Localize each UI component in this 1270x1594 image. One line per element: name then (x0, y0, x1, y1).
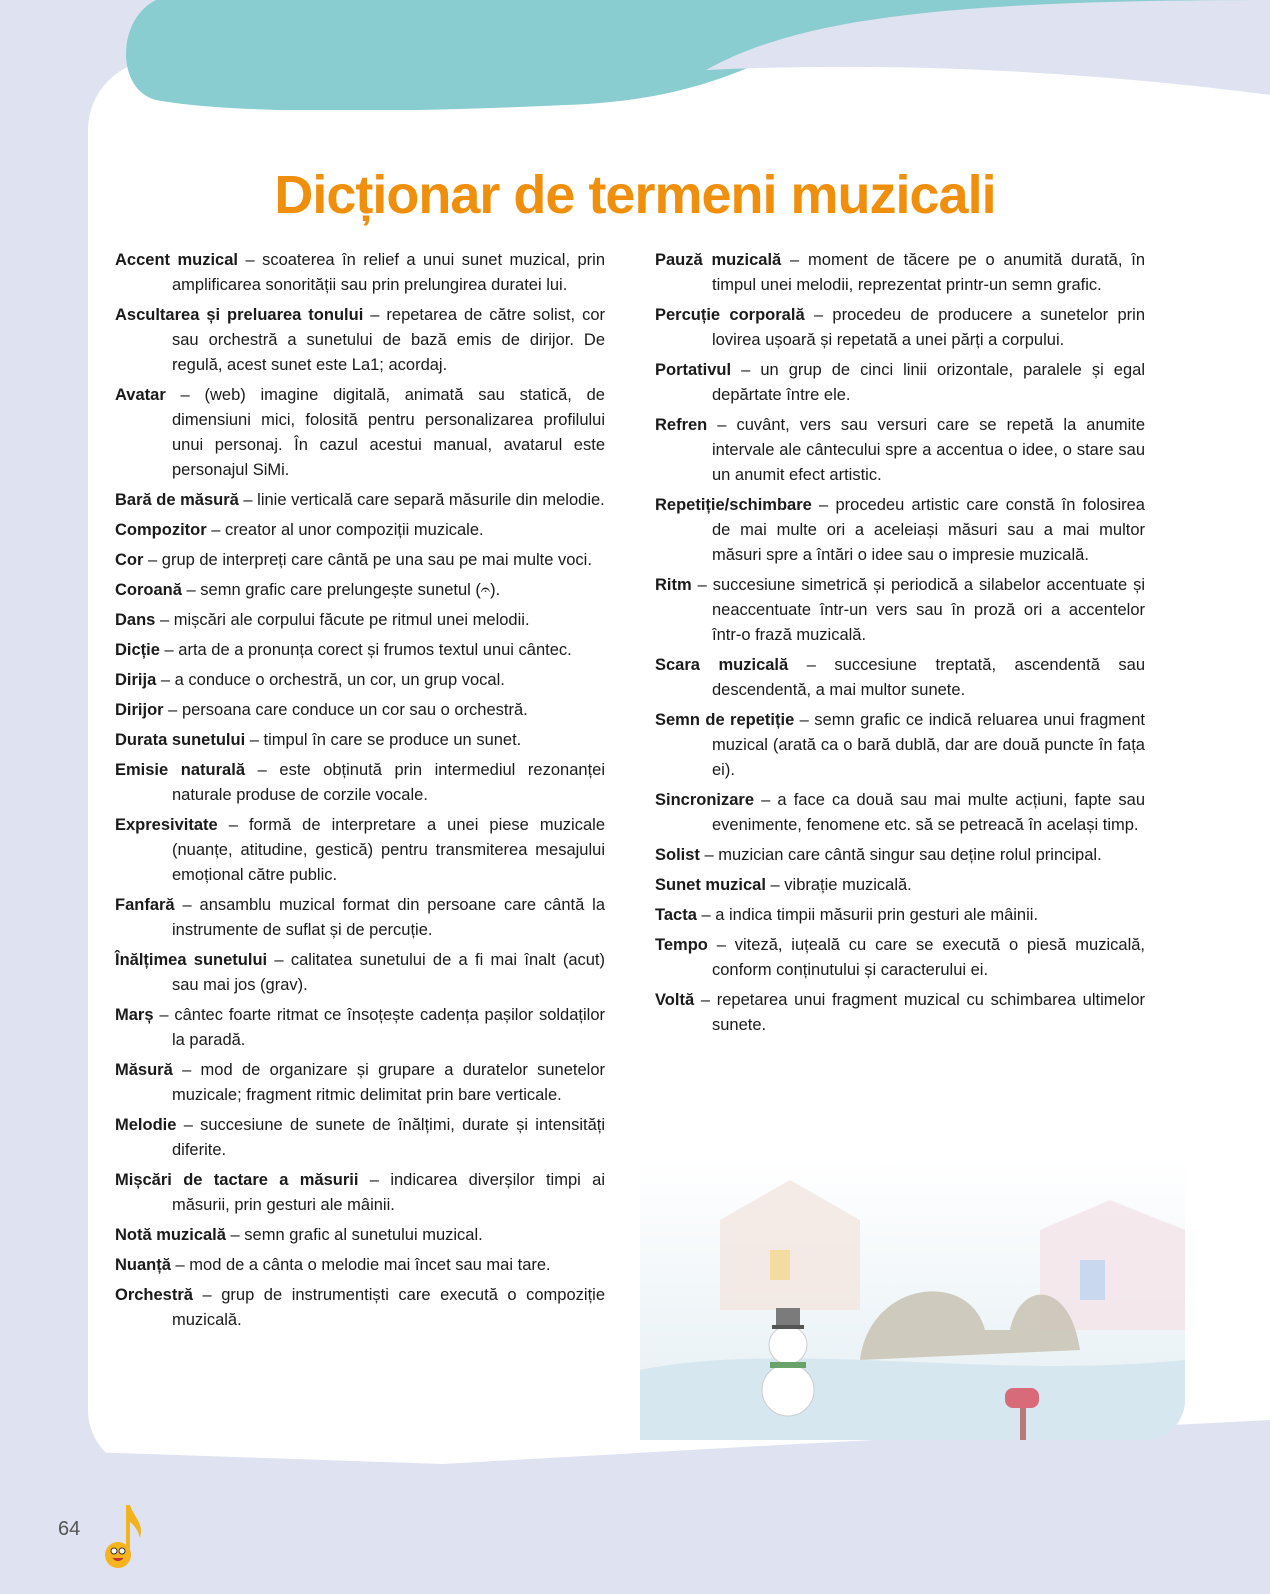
glossary-entry (655, 708, 1145, 783)
glossary-entry (115, 758, 605, 808)
glossary-term: Repetiție/schimbare (655, 496, 812, 514)
glossary-term: Sunet muzical (655, 876, 766, 894)
glossary-definition: – mod de a cânta o melodie mai încet sau mai tare. (170, 1256, 551, 1274)
glossary-definition: – a face ca două sau mai multe acțiuni, fapte sau evenimente, fenomene etc. să se petreacă în același timp. (712, 791, 1145, 834)
glossary-term: Tacta (655, 906, 697, 924)
glossary-left-column (115, 248, 605, 1338)
glossary-entry (655, 788, 1145, 838)
glossary-term: Măsură (115, 1061, 173, 1079)
glossary-term: Solist (655, 846, 700, 864)
glossary-term: Dirija (115, 671, 157, 689)
glossary-entry (115, 303, 605, 378)
glossary-term: Ritm (655, 576, 692, 594)
glossary-definition: – succesiune simetrică și periodică a silabelor accentuate și neaccentuate într-un vers sau în proză ori a accentelor într-o frază muzicală. (691, 576, 1145, 644)
glossary-definition: – muzician care cântă singur sau deține rolul principal. (699, 846, 1102, 864)
glossary-term: Accent muzical (115, 251, 238, 269)
glossary-definition: – repetarea unui fragment muzical cu schimbarea ultimelor sunete. (694, 991, 1145, 1034)
glossary-term: Dirijor (115, 701, 164, 719)
glossary-term: Portativul (655, 361, 732, 379)
glossary-definition: – creator al unor compoziții muzicale. (206, 521, 484, 539)
glossary-term: Scara muzicală (655, 656, 789, 674)
glossary-term: Orchestră (115, 1286, 193, 1304)
glossary-entry (655, 653, 1145, 703)
glossary-definition: – este obținută prin intermediul rezonanței naturale produse de corzile vocale. (172, 761, 605, 804)
glossary-definition: – procedeu de producere a sunetelor prin lovirea ușoară și repetată a unei părți a corpului. (712, 306, 1145, 349)
glossary-term: Avatar (115, 386, 166, 404)
glossary-entry (115, 1168, 605, 1218)
glossary-definition: – persoana care conduce un cor sau o orchestră. (163, 701, 528, 719)
glossary-definition: – cuvânt, vers sau versuri care se repetă la anumite intervale ale cântecului spre a accentua o idee, o stare sau un anumit efect artistic. (707, 416, 1145, 484)
glossary-term: Tempo (655, 936, 708, 954)
glossary-term: Pauză muzicală (655, 251, 782, 269)
glossary-term: Fanfară (115, 896, 175, 914)
winter-village-illustration (640, 1160, 1185, 1440)
glossary-definition: – (web) imagine digitală, animată sau statică, de dimensiuni mici, folosită pentru personalizarea profilului unui personaj. În cazul acestui manual, avatarul este personajul SiMi. (165, 386, 605, 479)
glossary-term: Mișcări de tactare a măsurii (115, 1171, 359, 1189)
page-title: Dicționar de termeni muzicali (274, 165, 996, 225)
glossary-entry (655, 303, 1145, 353)
glossary-entry (655, 933, 1145, 983)
glossary-entry (115, 728, 605, 753)
glossary-term: Semn de repetiție (655, 711, 795, 729)
glossary-entry (115, 1283, 605, 1333)
glossary-entry (115, 1113, 605, 1163)
glossary-term: Înălțimea sunetului (115, 951, 268, 969)
glossary-term: Dicție (115, 641, 160, 659)
glossary-definition: – scoaterea în relief a unui sunet muzical, prin amplificarea sonorității sau prin prelungirea duratei lui. (172, 251, 606, 294)
glossary-term: Compozitor (115, 521, 207, 539)
glossary-definition: – a conduce o orchestră, un cor, un grup vocal. (156, 671, 505, 689)
glossary-entry (655, 358, 1145, 408)
glossary-definition: – grup de instrumentiști care execută o compoziție muzicală. (172, 1286, 605, 1329)
page-number: 64 (58, 1518, 81, 1540)
glossary-term: Coroană (115, 581, 182, 599)
glossary-entry (655, 843, 1145, 868)
glossary-definition: – arta de a pronunța corect și frumos textul unui cântec. (159, 641, 572, 659)
glossary-right-column (655, 248, 1145, 1043)
glossary-definition: – semn grafic al sunetului muzical. (225, 1226, 483, 1244)
glossary-definition: – cântec foarte ritmat ce însoțește cadența pașilor soldaților la paradă. (153, 1006, 605, 1049)
glossary-entry (115, 893, 605, 943)
glossary-term: Nuanță (115, 1256, 171, 1274)
glossary-definition: – formă de interpretare a unei piese muzicale (nuanțe, atitudine, gestică) pentru transmiterea mesajului emoțional către public. (172, 816, 605, 884)
glossary-entry (115, 518, 605, 543)
glossary-entry (115, 1058, 605, 1108)
glossary-entry (655, 248, 1145, 298)
glossary-definition: – viteză, iuțeală cu care se execută o piesă muzicală, conform conținutului și caracterului ei. (707, 936, 1145, 979)
glossary-entry (655, 873, 1145, 898)
glossary-definition: – a indica timpii măsurii prin gesturi ale mâinii. (696, 906, 1039, 924)
glossary-term: Voltă (655, 991, 695, 1009)
glossary-definition: – vibrație muzicală. (765, 876, 912, 894)
glossary-entry (115, 1223, 605, 1248)
glossary-term: Ascultarea și preluarea tonului (115, 306, 364, 324)
glossary-term: Notă muzicală (115, 1226, 226, 1244)
glossary-entry (655, 493, 1145, 568)
music-note-mascot-icon (88, 1500, 148, 1570)
glossary-definition: – procedeu artistic care constă în folosirea de mai multe ori a aceleiași măsuri sau a mai multor măsuri spre a întări o idee sau o impresie muzicală. (712, 496, 1145, 564)
glossary-entry (115, 608, 605, 633)
glossary-term: Emisie naturală (115, 761, 245, 779)
glossary-term: Sincronizare (655, 791, 755, 809)
glossary-entry (115, 813, 605, 888)
glossary-entry (115, 383, 605, 483)
header-decoration (116, 0, 1270, 110)
glossary-entry (115, 698, 605, 723)
glossary-definition: – calitatea sunetului de a fi mai înalt (acut) sau mai jos (grav). (172, 951, 605, 994)
glossary-definition: – succesiune de sunete de înălțimi, durate și intensități diferite. (172, 1116, 605, 1159)
glossary-term: Marș (115, 1006, 154, 1024)
glossary-term: Refren (655, 416, 708, 434)
glossary-definition: – succesiune treptată, ascendentă sau descendentă, a mai multor sunete. (712, 656, 1145, 699)
glossary-definition: – linie verticală care separă măsurile din melodie. (238, 491, 605, 509)
glossary-definition: – repetarea de către solist, cor sau orchestră a sunetului de bază emis de dirijor. De regulă, acest sunet este La1; acordaj. (172, 306, 605, 374)
glossary-term: Expresivitate (115, 816, 218, 834)
glossary-definition: – timpul în care se produce un sunet. (245, 731, 522, 749)
glossary-definition: – indicarea diverșilor timpi ai măsurii, prin gesturi ale mâinii. (172, 1171, 605, 1214)
glossary-entry (655, 413, 1145, 488)
glossary-definition: – mișcări ale corpului făcute pe ritmul unei melodii. (155, 611, 530, 629)
glossary-entry (655, 573, 1145, 648)
glossary-entry (115, 1253, 605, 1278)
glossary-definition: – semn grafic ce indică reluarea unui fragment muzical (arată ca o bară dublă, dar are două puncte în fața ei). (712, 711, 1145, 779)
glossary-term: Bară de măsură (115, 491, 239, 509)
glossary-definition: – ansamblu muzical format din persoane care cântă la instrumente de suflat și de percuție. (172, 896, 605, 939)
glossary-entry (115, 248, 605, 298)
glossary-entry (115, 1003, 605, 1053)
glossary-definition: – moment de tăcere pe o anumită durată, în timpul unei melodii, reprezentat printr-un semn grafic. (712, 251, 1145, 294)
glossary-term: Melodie (115, 1116, 177, 1134)
glossary-definition: – semn grafic care prelungește sunetul (𝄐). (181, 581, 501, 599)
glossary-definition: – grup de interpreți care cântă pe una sau pe mai multe voci. (143, 551, 592, 569)
glossary-term: Durata sunetului (115, 731, 246, 749)
glossary-definition: – mod de organizare și grupare a duratelor sunetelor muzicale; fragment ritmic delimitat prin bare verticale. (172, 1061, 605, 1104)
glossary-term: Dans (115, 611, 156, 629)
glossary-entry (115, 668, 605, 693)
glossary-entry (115, 488, 605, 513)
glossary-entry (115, 548, 605, 573)
glossary-term: Percuție corporală (655, 306, 805, 324)
glossary-entry (115, 578, 605, 603)
glossary-definition: – un grup de cinci linii orizontale, paralele și egal depărtate între ele. (712, 361, 1145, 404)
glossary-term: Cor (115, 551, 144, 569)
glossary-entry (655, 903, 1145, 928)
glossary-entry (115, 948, 605, 998)
glossary-entry (115, 638, 605, 663)
glossary-entry (655, 988, 1145, 1038)
